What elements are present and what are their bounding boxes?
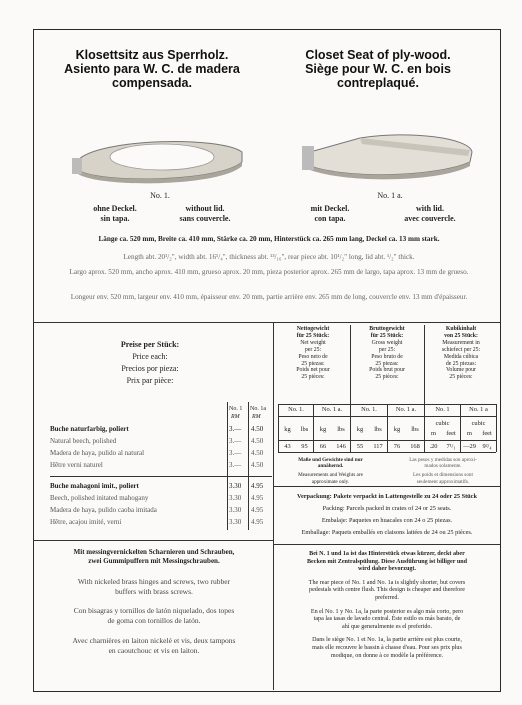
weights-header-line: 25 pièces: [301, 374, 325, 381]
weights-note-right [390, 457, 496, 485]
rear-note-line: pedestals with centre flush. This design is cheaper and therefore [309, 587, 465, 594]
price-row [50, 448, 264, 458]
weights-note-line: Measurements and Weights are [298, 472, 363, 479]
model-number: No. 1 a. [377, 191, 403, 200]
price-no1: 3.30 [229, 482, 242, 490]
rear-note-line: tapa las tasas de lavado central. Éste estilo es más barato, de [313, 616, 461, 623]
weights-header-line: für 25 Stück: [370, 332, 404, 339]
hinges-line: With nickeled brass hinges and screws, two rubber [77, 577, 231, 586]
weights-header-line: Peso bruto de [371, 353, 403, 360]
model-caption: sans couvercle. [179, 214, 231, 223]
model-caption: ohne Deckel. [93, 204, 137, 213]
rear-note-line: Dans le siège No. 1 et No. 1a, la partie arrière est plus courte, [312, 637, 462, 644]
hinges-english [40, 577, 268, 597]
price-header-line: Prix par pièce: [126, 376, 174, 385]
dimensions-spanish: Largo aprox. 520 mm, ancho aprox. 410 mm, grueso aprox. 20 mm, pieza posterior aprox. 265 mm de largo, tapa aprox. 13 mm de grueso. [69, 268, 469, 276]
model-caption: with lid. [415, 204, 444, 213]
rear-note-line: Bei N. 1 und 1a ist das Hinterstück etwas kürzer, deckt aber [309, 551, 465, 557]
rear-note-line: wird daher bevorzugt. [358, 566, 416, 573]
weights-grid-line [278, 452, 496, 453]
weights-header-line: Kubikinhalt [445, 326, 477, 332]
title-right-line: contreplaqué. [337, 76, 419, 90]
model-number: No. 1. [150, 191, 170, 200]
price-row [50, 481, 264, 491]
price-header [50, 339, 250, 387]
title-left-line: Klosettsitz aus Sperrholz. [75, 48, 229, 62]
section-divider [274, 486, 500, 487]
price-row-name: Natural beech, polished [50, 437, 117, 445]
packing-line: Embalaje: Paquetes en huacales con 24 o 25 piezas. [321, 517, 453, 524]
weights-header-line: Peso neto de [298, 353, 328, 360]
model-caption: avec couvercle. [404, 214, 456, 223]
hinges-line: buffers with brass screws. [115, 587, 193, 596]
weights-note-line: seulement approximatifs. [416, 478, 470, 485]
weights-subhead: No. 1 a. [321, 406, 343, 413]
weights-unit: lbs [411, 426, 419, 433]
weights-header-line: Nettogewicht [296, 326, 330, 332]
title-right-line: Closet Seat of ply-wood. [305, 48, 451, 62]
weights-header-line: Measurement in [442, 339, 480, 346]
weights-unit: lbs [374, 426, 382, 433]
price-row [50, 493, 264, 503]
price-row [50, 460, 264, 470]
price-no1: 3.— [229, 461, 242, 469]
hinges-line: en caoutchouc et vis en laiton. [108, 646, 200, 655]
rear-note-line: ahí que generalmente es el preferido. [341, 623, 432, 630]
rear-note-line: mais elle recouvre le bassin à chasse d'eau. Pour ses prix plus [312, 644, 462, 651]
price-no1a: 4.50 [251, 461, 264, 469]
price-no1a: 4.50 [251, 449, 264, 457]
price-row-name: Beech, polished initated mahogany [50, 494, 149, 502]
price-col-header: No. 1 [229, 406, 243, 412]
price-no1: 3.30 [229, 506, 242, 514]
title-left-line: Asiento para W. C. de madera [64, 62, 240, 76]
weights-header-line: Net weight [300, 339, 326, 346]
weights-header-line: 25 pièces: [449, 374, 473, 381]
price-currency: RM [252, 414, 261, 420]
price-row [50, 517, 264, 527]
packing-line: Verpackung: Pakete verpackt in Lattengestelle zu 24 oder 25 Stück [297, 493, 477, 500]
price-header-line: Preise per Stück: [120, 340, 180, 349]
model-caption: sin tapa. [100, 214, 130, 223]
dimensions-french: Longeur env. 520 mm, largeur env. 410 mm, épaisseur env. 20 mm, partie arrière env. 265 mm de long, couvercle env. 13 mm d'épaisseur. [70, 293, 468, 301]
hinges-line: Mit messingvernickelten Scharnieren und Schrauben, [73, 548, 235, 556]
dimensions-german: Länge ca. 520 mm, Breite ca. 410 mm, Stärke ca. 20 mm, Hinterstück ca. 265 mm lang, Deckel ca. 13 mm stark. [98, 235, 440, 243]
weights-value: .20 [429, 443, 438, 450]
weights-value: 76 [393, 443, 401, 450]
title-right-line: Siège pour W. C. en bois [305, 62, 451, 76]
price-no1a: 4.95 [251, 506, 264, 514]
rear-note-line: modique, on donne à ce modèle la préférence. [330, 652, 444, 659]
price-row-name: Madera de haya, pulido caoba imitada [50, 506, 157, 514]
price-row-name: Buche mahagoni imit., poliert [50, 482, 139, 490]
model-caption: con tapa. [314, 214, 346, 223]
dimensions-english: Length abt. 20¹/₂", width abt. 16¹/₄", thickness abt. ¹³/₁₆", rear piece abt. 10¹/₂" long, lid abt. ¹/₂" thick. [123, 253, 415, 261]
seat-with-lid-image [300, 130, 480, 188]
weights-subhead: No. 1 [435, 406, 450, 413]
title-left [52, 48, 252, 90]
weights-header-line: von 25 Stück: [444, 332, 478, 339]
section-divider [274, 544, 500, 545]
price-no1a: 4.95 [251, 494, 264, 502]
price-row-name: Hêtre verni naturel [50, 461, 103, 469]
price-no1a: 4.50 [251, 437, 264, 445]
price-no1a: 4.50 [251, 425, 264, 433]
price-currency: RM [231, 414, 240, 420]
weights-header-line: Volume pour [445, 367, 476, 374]
weights-header-line: de 25 piezas: [445, 360, 477, 367]
weights-header-line: Bruttogewicht [369, 326, 405, 332]
price-row-name: Hêtre, acajou imité, verni [50, 518, 122, 526]
weights-header-line: Gross weight [371, 339, 403, 346]
weights-header-line: 25 piezas: [375, 360, 399, 367]
weights-value: 9²/₄ [482, 443, 492, 450]
rear-note-line: En el No. 1 y No. 1a, la parte posterior es algo más corto, pero [310, 608, 464, 615]
rear-note-line: The rear piece of No. 1 and No. 1a is slightly shorter, but covers [308, 579, 466, 586]
hinges-spanish [40, 606, 268, 626]
weights-note-line: Les poids et dimensions sont [413, 472, 473, 479]
volume-header [426, 326, 496, 381]
hinges-line: zwei Gummipuffern mit Messingschrauben. [88, 557, 220, 565]
weights-unit: cubic [435, 420, 450, 427]
hinges-french [40, 636, 268, 656]
weights-note-line: mados solamente. [424, 463, 462, 470]
gross-weight-header [352, 326, 422, 381]
title-left-line: compensada. [112, 76, 192, 90]
section-divider [33, 540, 274, 541]
weights-note-line: Maße und Gewichte sind nur [298, 457, 363, 463]
weights-value: 7¹/₁ [446, 443, 456, 450]
net-weight-header [278, 326, 348, 381]
price-no1: 3.— [229, 425, 242, 433]
weights-note-left [278, 457, 383, 485]
weights-note-line: Las pesos y medidas son aproxi- [409, 457, 477, 463]
model-caption: without lid. [185, 204, 225, 213]
weights-grid-line [496, 404, 497, 452]
weights-header-line: per 25: [304, 346, 322, 353]
price-col-header: No. 1a [250, 406, 266, 412]
price-header-line: Price each: [132, 352, 168, 361]
packing-line: Emballage: Paquets emballés en claisons lattées de 24 ou 25 pièces. [301, 529, 473, 536]
weights-unit: feet [446, 430, 456, 437]
price-group-divider [50, 476, 272, 477]
weights-header-line: für 25 Stück: [296, 332, 330, 339]
packing-info [278, 491, 496, 539]
hinges-line: Avec charnières en laiton nickelé et vis, deux tampons [72, 636, 236, 645]
price-row-name: Madera de haya, pulido al natural [50, 449, 145, 457]
weights-header-line: 25 pièces: [375, 374, 399, 381]
weights-value: 43 [284, 443, 291, 450]
price-row [50, 424, 264, 434]
hinges-line: Con bisagras y tornillos de latón niquelado, dos topes [73, 606, 235, 615]
weights-note-line: approximate only. [311, 478, 350, 485]
weights-value: 146 [336, 443, 346, 450]
weights-unit: kg [284, 426, 291, 433]
weights-header-line: schiefect per 25: [441, 346, 481, 353]
weights-unit: feet [482, 430, 492, 437]
rear-note-line: preferred. [375, 594, 399, 601]
weights-unit: lbs [300, 426, 309, 433]
packing-line: Packing: Parcels packed in crates of 24 or 25 seats. [322, 505, 452, 512]
price-no1: 3.30 [229, 518, 242, 526]
weights-unit: kg [356, 426, 364, 433]
price-no1: 3.— [229, 437, 242, 445]
weights-value: —29 [463, 443, 476, 450]
price-no1: 3.30 [229, 494, 242, 502]
weights-value: 95 [301, 443, 308, 450]
weights-subhead: No. 1. [288, 406, 304, 413]
weights-value: 168 [410, 443, 420, 450]
weights-header-line: 25 piezas: [301, 360, 325, 367]
weights-unit: m [467, 430, 472, 437]
column-divider [273, 322, 274, 690]
weights-unit: lbs [337, 426, 345, 433]
weights-unit: kg [393, 426, 401, 433]
title-right [278, 48, 478, 90]
weights-subhead: No. 1 a. [395, 406, 417, 413]
weights-unit: cubic [471, 420, 486, 427]
weights-header-line: Poids brut pour [369, 367, 405, 374]
price-no1: 3.— [229, 449, 242, 457]
price-row [50, 505, 264, 515]
price-no1a: 4.95 [251, 518, 264, 526]
price-row-name: Buche naturfarbig, poliert [50, 425, 129, 433]
weights-value: 55 [356, 443, 364, 450]
weights-header-line: per 25: [378, 346, 396, 353]
weights-unit: m [431, 430, 436, 437]
weights-unit: kg [319, 426, 327, 433]
weights-note-line: annähernd. [317, 463, 344, 470]
seat-without-lid-image [70, 132, 250, 192]
weights-header-line: Poids net pour [296, 367, 330, 374]
price-no1a: 4.95 [251, 482, 264, 490]
weights-subhead: No. 1. [361, 406, 377, 413]
model-caption: mit Deckel. [310, 204, 350, 213]
weights-value: 117 [373, 443, 383, 450]
rear-piece-note [278, 551, 496, 660]
rear-note-line: Becken mit Zentralspülung. Diese Ausführung ist billiger und [306, 558, 468, 565]
hinges-german [40, 548, 268, 566]
price-header-line: Precios por pieza: [121, 364, 179, 373]
price-row [50, 436, 264, 446]
weights-value: 66 [319, 443, 327, 450]
section-divider [33, 322, 500, 323]
hinges-line: de goma con tornillos de latón. [107, 616, 201, 625]
weights-header-line: Medida cúbica [443, 353, 479, 360]
weights-subhead: No. 1 a [469, 406, 488, 413]
